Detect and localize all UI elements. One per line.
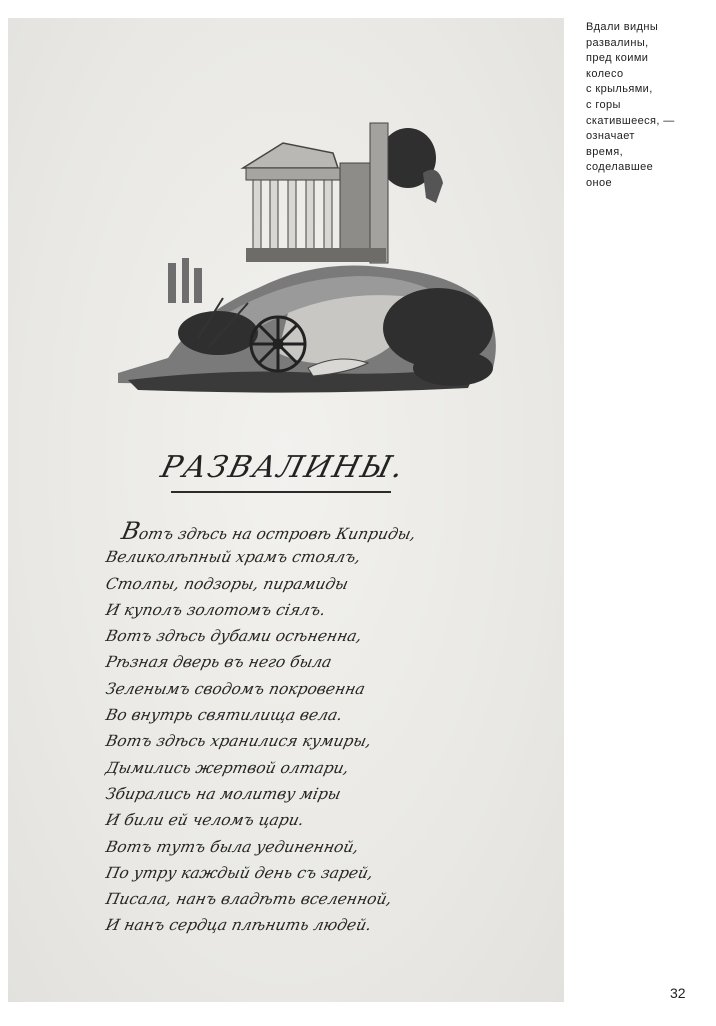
poem-title: РАЗВАЛИНЫ.: [157, 450, 409, 485]
caption-line: с горы: [586, 98, 621, 111]
side-caption: [586, 20, 711, 192]
poem-text: [106, 518, 426, 939]
poem-line: Столпы, подзоры, пирамиды: [104, 574, 350, 593]
caption-line: Вдали видны: [586, 21, 659, 33]
title-underline: [171, 491, 391, 493]
poem-line: Во внутрь святилища вела.: [104, 706, 345, 725]
poem-line: И куполъ золотомъ сiялъ.: [104, 600, 328, 619]
caption-line: означает: [586, 130, 635, 143]
poem-line: Вотъ здѣсь на островѣ Киприды,: [119, 517, 418, 545]
caption-line: пред коими: [586, 52, 649, 65]
poem-line: И нанъ сердца плѣнить людей.: [104, 916, 374, 935]
poem-line: Збирались на молитву міры: [104, 784, 343, 803]
caption-line: соделавшее: [586, 161, 654, 174]
caption-line: с крыльями,: [586, 83, 653, 96]
poem-line: Писала, нанъ владѣть вселенной,: [104, 890, 394, 909]
page-number: 32: [670, 985, 686, 1001]
caption-line: развалины,: [586, 36, 649, 49]
caption-line: колесо: [586, 67, 624, 80]
poem-line: Рѣзная дверь въ него была: [104, 653, 334, 672]
poem-line: По утру каждый день съ зарей,: [104, 863, 375, 882]
poem-line: Вотъ здѣсь хранилися кумиры,: [104, 732, 374, 751]
caption-line: оное: [586, 176, 613, 189]
album-page: [8, 18, 564, 1002]
ruins-illustration: [108, 98, 508, 408]
poem-line: И били ей челомъ цари.: [104, 811, 306, 830]
poem-line: Вотъ здѣсь дубами осѣненна,: [104, 627, 364, 646]
caption-line: скатившееся, —: [586, 114, 675, 127]
caption-line: время,: [586, 145, 624, 158]
poem-line: Зеленымъ сводомъ покровенна: [104, 679, 367, 698]
poem-line: Вотъ тутъ была уединенной,: [104, 837, 361, 856]
poem-line: Дымились жертвой олтари,: [104, 758, 351, 777]
poem-line: Великолѣпный храмъ стоялъ,: [104, 548, 363, 567]
winged-wheel: [251, 317, 305, 371]
